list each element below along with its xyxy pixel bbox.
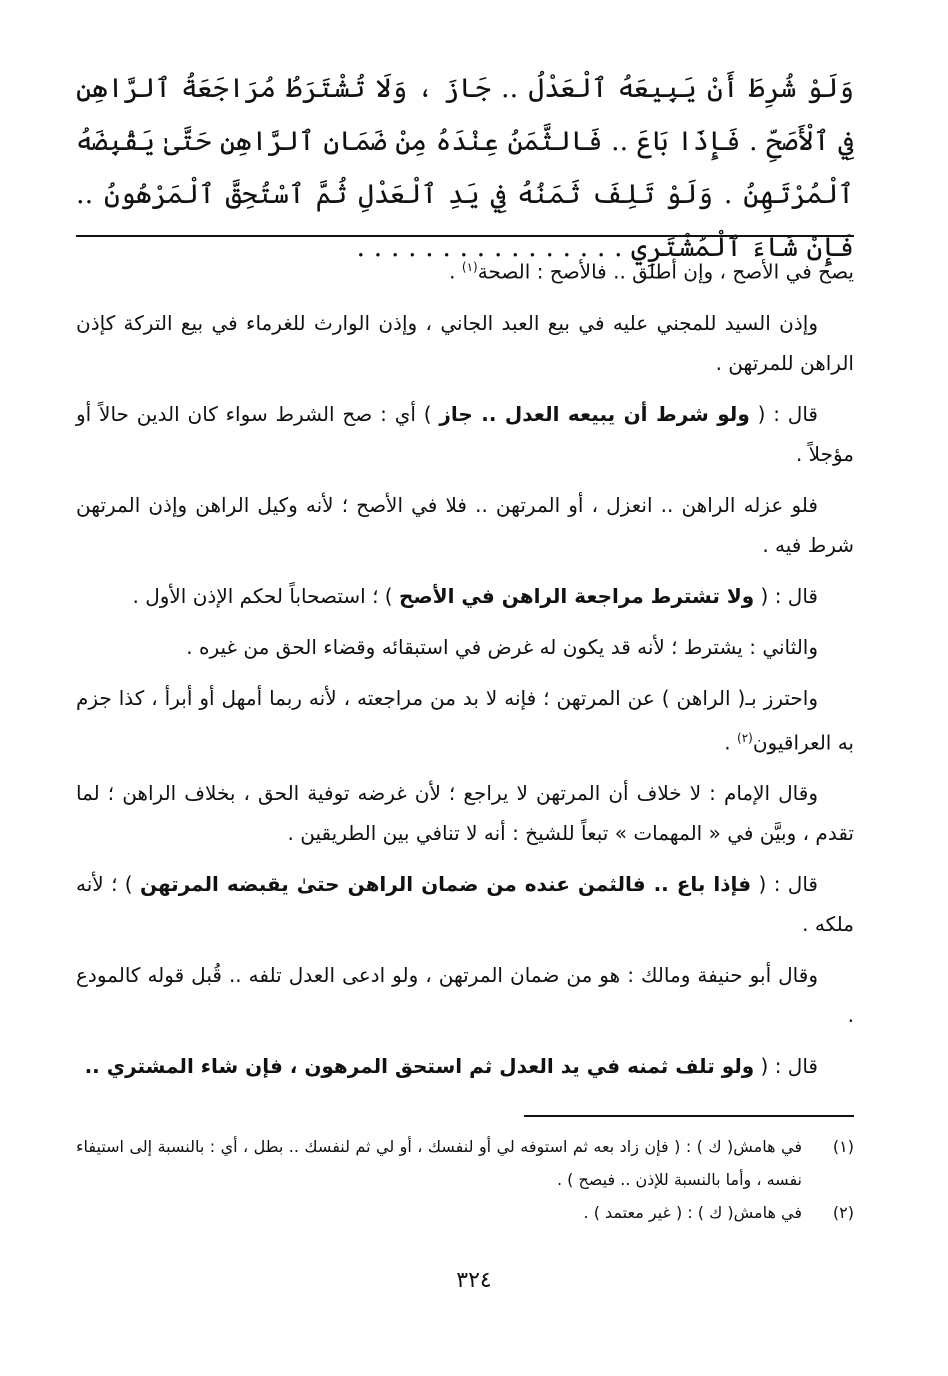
commentary-paragraph: فلو عزله الراهن .. انعزل ، أو المرتهن .. فلا في الأصح ؛ لأنه وكيل الراهن وإذن المرتهن شرط فيه . bbox=[76, 492, 854, 557]
commentary-paragraph: وقال أبو حنيفة ومالك : هو من ضمان المرتهن ، ولو ادعى العدل تلفه .. قُبل قوله كالمودع . bbox=[76, 963, 854, 1028]
quoted-matn: فإذا باع .. فالثمن عنده من ضمان الراهن حتىٰ يقبضه المرتهن bbox=[139, 872, 752, 897]
footnote-separator bbox=[524, 1115, 854, 1117]
footnote bbox=[76, 1130, 854, 1196]
quoted-matn: ولا تشترط مراجعة الراهن في الأصح bbox=[398, 583, 755, 608]
footnote-number: (١) bbox=[832, 1137, 854, 1156]
commentary-paragraph: يصح في الأصح ، وإن أطلق .. فالأصح : الصحة$^{(١)}$ . bbox=[449, 259, 854, 284]
commentary-paragraph: قال : ( ولا تشترط مراجعة الراهن في الأصح ) ؛ استصحاباً لحكم الإذن الأول . bbox=[132, 583, 818, 608]
commentary-paragraph: وقال الإمام : لا خلاف أن المرتهن لا يراجع ؛ لأن غرضه توفية الحق ، بخلاف الراهن ؛ لما تقدم ، وبيَّن في « المهمات » تبعاً للشيخ : أنه لا تنافي بين الطريقين . bbox=[76, 781, 854, 846]
footnote bbox=[76, 1196, 854, 1229]
commentary-paragraph: والثاني : يشترط ؛ لأنه قد يكون له غرض في استبقائه وقضاء الحق من غيره . bbox=[186, 634, 818, 659]
commentary-paragraph: واحترز بـ( الراهن ) عن المرتهن ؛ فإنه لا بد من مراجعته ، لأنه ربما أمهل أو أبرأ ، كذا جزم به العراقيون$^{(٢)}$ . bbox=[76, 685, 854, 755]
footnote-ref: (٢) bbox=[737, 730, 753, 745]
commentary-paragraph: قال : ( ولو تلف ثمنه في يد العدل ثم استحق المرهون ، فإن شاء المشتري .. bbox=[84, 1054, 818, 1079]
separator-line bbox=[76, 235, 854, 237]
footnote-text: في هامش( ك ) : ( غير معتمد ) . bbox=[583, 1203, 802, 1222]
commentary-paragraph: قال : ( ولو شرط أن يبيعه العدل .. جاز ) أي : صح الشرط سواء كان الدين حالاً أو مؤجلاً . bbox=[76, 401, 854, 466]
commentary bbox=[76, 247, 854, 1097]
footnotes bbox=[76, 1130, 854, 1229]
footnote-text: في هامش( ك ) : ( فإن زاد بعه ثم استوفه لي أو لنفسك ، أو لي ثم لنفسك .. بطل ، أي : بالنسبة إلى استيفاء نفسه ، وأما بالنسبة للإذن .. فيصح ) . bbox=[76, 1137, 802, 1189]
commentary-paragraph: قال : ( فإذا باع .. فالثمن عنده من ضمان الراهن حتىٰ يقبضه المرتهن ) ؛ لأنه ملكه . bbox=[76, 872, 854, 937]
quoted-matn: ولو شرط أن يبيعه العدل .. جاز bbox=[439, 401, 750, 426]
commentary-paragraph: وإذن السيد للمجني عليه في بيع العبد الجاني ، وإذن الوارث للغرماء في بيع التركة كإذن الراهن للمرتهن . bbox=[76, 310, 854, 375]
footnote-ref: (١) bbox=[461, 260, 478, 274]
main-text: وَلَوْ شُرِطَ أَنْ يَبِيعَهُ ٱلْعَدْلُ .. جَازَ ، وَلَا تُشْتَرَطُ مُرَاجَعَةُ ٱلرَّاهِنِ فِي ٱلْأَصَحِّ . فَإِذَا بَاعَ .. فَالثَّمَنُ عِنْدَهُ مِنْ ضَمَانِ ٱلرَّاهِنِ حَتَّىٰ يَقْبِضَهُ ٱلْمُرْتَهِنُ . وَلَوْ تَلِفَ ثَمَنُهُ فِي يَدِ ٱلْعَدْلِ ثُمَّ ٱسْتُحِقَّ ٱلْمَرْهُونُ .. فَإِنْ شَاءَ ٱلْمُشْتَرِي . . . . . . . . . . . . . . . . bbox=[76, 73, 854, 263]
footnote-number: (٢) bbox=[832, 1203, 854, 1222]
page-number: ٣٢٤ bbox=[456, 1268, 492, 1293]
quoted-matn: ولو تلف ثمنه في يد العدل ثم استحق المرهون ، فإن شاء المشتري .. bbox=[84, 1054, 755, 1079]
